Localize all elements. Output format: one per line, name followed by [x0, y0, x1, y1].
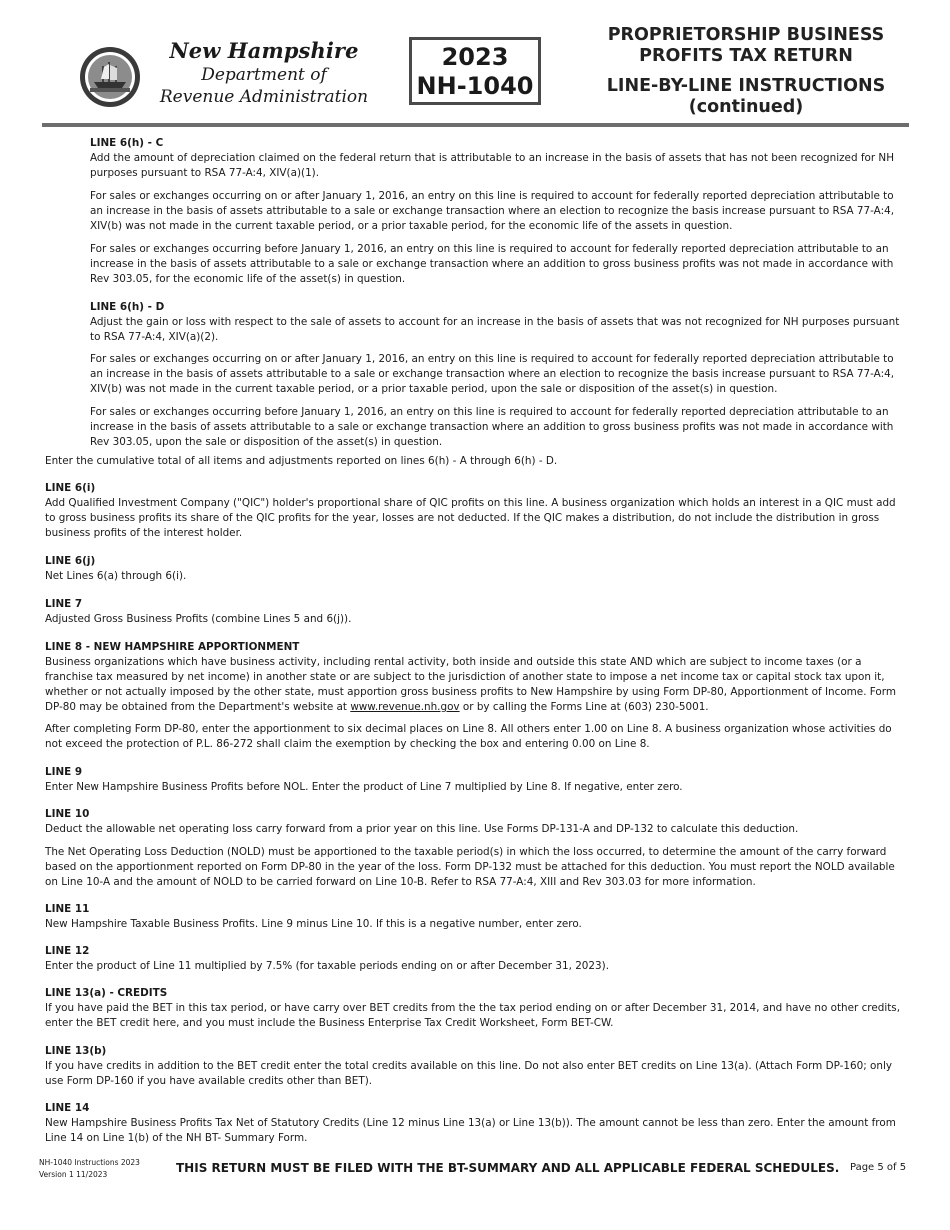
section-line-12 — [45, 944, 907, 974]
filing-notice: THIS RETURN MUST BE FILED WITH THE BT-SUMMARY AND ALL APPLICABLE FEDERAL SCHEDULES. — [176, 1161, 840, 1175]
paragraph: New Hampshire Taxable Business Profits. Line 9 minus Line 10. If this is a negative number, enter zero. — [45, 918, 582, 930]
paragraph: Adjust the gain or loss with respect to the sale of assets to account for an increase in the basis of assets that was not recognized for NH purposes pursuant to RSA 77-A:4, XIV(a)(2). — [90, 316, 900, 343]
footer-doc-id: NH-1040 Instructions 2023 — [39, 1158, 140, 1167]
form-id-box — [409, 37, 541, 105]
paragraph: Adjusted Gross Business Profits (combine Lines 5 and 6(j)). — [45, 613, 352, 625]
section-label: LINE 14 — [45, 1102, 90, 1114]
paragraph-text: Business organizations which have business activity, including rental activity, both inside and outside this state AND which are subject to income taxes (or a franchise tax measured by net income) in another state or are subject to the jurisdiction of another state to impose a net income tax or capital stock tax upon it, whether or not actually imposed by the other state, must apportion gross business profits to New Hampshire by using Form DP-80, Apportionment of Income. Form DP-80 may be obtained from the Department's website at — [45, 656, 896, 713]
section-label: LINE 7 — [45, 598, 83, 610]
paragraph: For sales or exchanges occurring before January 1, 2016, an entry on this line is required to account for federally reported depreciation attributable to an increase in the basis of assets attributable to a sale or exchange transaction where an addition to gross business profits was not made in accordance with Rev 303.05, for the economic life of the asset(s) in question. — [90, 243, 894, 285]
title-line-3: LINE-BY-LINE INSTRUCTIONS — [606, 76, 886, 96]
section-line-13a — [45, 986, 907, 1031]
paragraph: Add the amount of depreciation claimed on the federal return that is attributable to an increase in the basis of assets that has not been recognized for NH purposes pursuant to RSA 77-A:4, XIV(a)(1). — [90, 152, 895, 179]
paragraph: For sales or exchanges occurring on or after January 1, 2016, an entry on this line is required to account for federally reported depreciation attributable to an increase in the basis of assets attributable to a sale or exchange transaction where an election to recognize the basis increase pursuant to RSA 77-A:4, XIV(b) was not made in the current taxable period, or a prior taxable period, upon the sale or disposition of the asset(s) in question. — [90, 353, 895, 395]
paragraph: For sales or exchanges occurring before January 1, 2016, an entry on this line is required to account for federally reported depreciation attributable to an increase in the basis of assets attributable to a sale or exchange transaction where an addition to gross business profits was not made in accordance with Rev 303.05, upon the sale or disposition of the asset(s) in question. — [90, 406, 894, 448]
section-line-14 — [45, 1101, 907, 1146]
header-divider — [42, 123, 909, 127]
department-line-2: Revenue Administration — [159, 87, 369, 107]
document-title — [588, 25, 904, 118]
section-label: LINE 10 — [45, 808, 90, 820]
paragraph: For sales or exchanges occurring on or after January 1, 2016, an entry on this line is required to account for federally reported depreciation attributable to an increase in the basis of assets attributable to a sale or exchange transaction where an election to recognize the basis increase pursuant to RSA 77-A:4, XIV(b) was not made in the current taxable period, or a prior taxable period, for the economic life of the assets in question. — [90, 190, 895, 232]
section-line-11 — [45, 902, 907, 932]
paragraph: Add Qualified Investment Company ("QIC") holder's proportional share of QIC profits on this line. A business organization which holds an interest in a QIC must add to gross business profits its share of the QIC profits for the year, losses are not deducted. If the QIC makes a distribution, do not include the distribution in gross business profits of the interest holder. — [45, 497, 896, 539]
section-line-7 — [45, 597, 907, 627]
paragraph — [45, 655, 907, 715]
section-label: LINE 12 — [45, 945, 90, 957]
section-line-8 — [45, 640, 907, 715]
form-number: NH-1040 — [416, 72, 534, 100]
page-header — [0, 0, 950, 128]
paragraph: Enter the product of Line 11 multiplied by 7.5% (for taxable periods ending on or after December 31, 2023). — [45, 960, 609, 972]
department-line-1: Department of — [201, 65, 327, 85]
footer-version: Version 1 11/2023 — [39, 1170, 108, 1179]
section-label: LINE 11 — [45, 903, 90, 915]
paragraph: If you have paid the BET in this tax period, or have carry over BET credits from the the tax period ending on or after December 31, 2014, and have no other credits, enter the BET credit here, and you must include the Business Enterprise Tax Credit Worksheet, Form BET-CW. — [45, 1002, 901, 1029]
section-line-6i — [45, 481, 907, 541]
section-label: LINE 8 - NEW HAMPSHIRE APPORTIONMENT — [45, 641, 300, 653]
section-line-13b — [45, 1044, 907, 1089]
section-line-6h-c — [90, 136, 905, 181]
section-label: LINE 13(b) — [45, 1045, 107, 1057]
paragraph: Deduct the allowable net operating loss carry forward from a prior year on this line. Use Forms DP-131-A and DP-132 to calculate this deduction. — [45, 823, 799, 835]
paragraph-text: or by calling the Forms Line at (603) 230-5001. — [462, 701, 709, 713]
cumulative-note: Enter the cumulative total of all items and adjustments reported on lines 6(h) - A through 6(h) - D. — [45, 455, 558, 467]
title-line-2: PROFITS TAX RETURN — [639, 46, 853, 66]
section-label: LINE 6(h) - D — [90, 301, 165, 313]
paragraph: New Hampshire Business Profits Tax Net of Statutory Credits (Line 12 minus Line 13(a) or Line 13(b)). The amount cannot be less than zero. Enter the amount from Line 14 on Line 1(b) of the NH BT- Summary Form. — [45, 1117, 896, 1144]
title-line-1: PROPRIETORSHIP BUSINESS — [607, 25, 885, 45]
revenue-website-link[interactable]: www.revenue.nh.gov — [350, 701, 460, 713]
page-number: Page 5 of 5 — [850, 1162, 907, 1173]
title-line-4: (continued) — [688, 97, 804, 117]
paragraph: After completing Form DP-80, enter the apportionment to six decimal places on Line 8. All others enter 1.00 on Line 8. A business organization whose activities do not exceed the protection of P.L. 86-272 shall claim the exemption by checking the box and entering 0.00 on Line 8. — [45, 723, 892, 750]
section-line-9 — [45, 765, 907, 795]
section-label: LINE 6(h) - C — [90, 137, 164, 149]
page-footer — [0, 1155, 950, 1195]
section-label: LINE 6(i) — [45, 482, 96, 494]
state-name: New Hampshire — [169, 38, 359, 63]
state-seal-icon — [79, 46, 141, 108]
section-label: LINE 9 — [45, 766, 83, 778]
section-line-6h-d — [90, 300, 905, 345]
section-line-10 — [45, 807, 907, 837]
paragraph: Net Lines 6(a) through 6(i). — [45, 570, 187, 582]
section-label: LINE 6(j) — [45, 555, 96, 567]
footer-doc-info — [39, 1157, 140, 1181]
agency-name — [152, 38, 376, 108]
section-line-6j — [45, 554, 907, 584]
section-label: LINE 13(a) - CREDITS — [45, 987, 168, 999]
paragraph: If you have credits in addition to the BET credit enter the total credits available on this line. Do not also enter BET credits on Line 13(a). (Attach Form DP-160; only use Form DP-160 if you have available credits other than BET). — [45, 1060, 893, 1087]
paragraph: The Net Operating Loss Deduction (NOLD) must be apportioned to the taxable period(s) in which the loss occurred, to determine the amount of the carry forward based on the apportionment reported on Form DP-80 in the year of the loss. Form DP-132 must be attached for this deduction. You must report the NOLD available on Line 10-A and the amount of NOLD to be carried forward on Line 10-B. Refer to RSA 77-A:4, XIII and Rev 303.03 for more information. — [45, 846, 895, 888]
paragraph: Enter New Hampshire Business Profits before NOL. Enter the product of Line 7 multiplied by Line 8. If negative, enter zero. — [45, 781, 683, 793]
tax-year: 2023 — [441, 43, 509, 71]
